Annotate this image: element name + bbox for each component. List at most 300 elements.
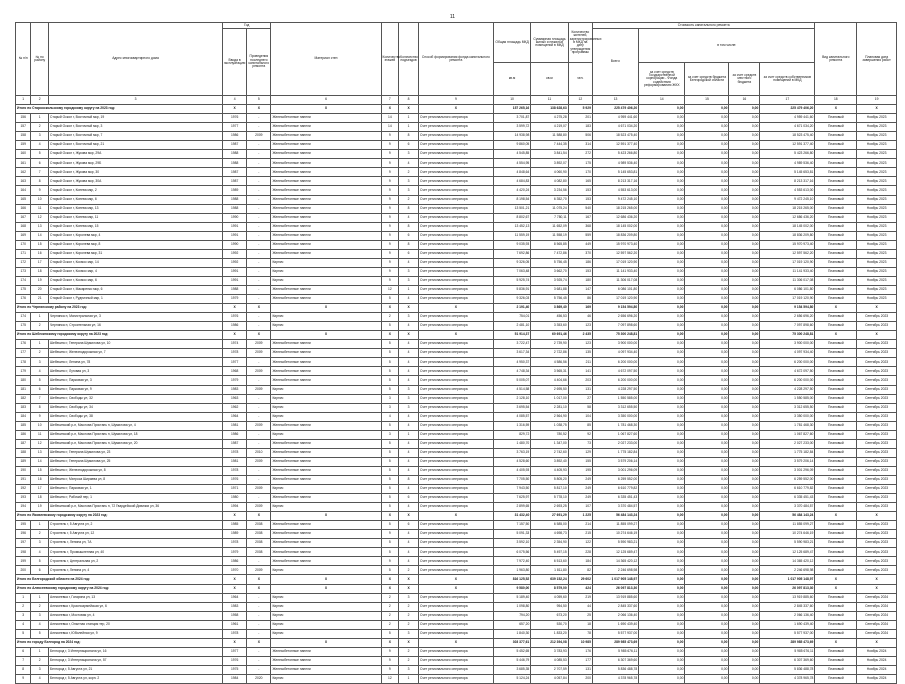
table-cell: 4 (399, 503, 419, 512)
table-cell: Шебекино г, Луговая ул, 3 (49, 367, 223, 376)
table-cell: 4 (399, 295, 419, 304)
subtotal-cell: 289 985 473,69 (592, 638, 638, 647)
table-cell: 0,00 (729, 611, 760, 620)
table-cell: 10 274 646,19 (592, 530, 638, 539)
table-cell: Кирпич (271, 430, 381, 439)
subtotal-label: Итого по Алексеевскому городскому округу на 2024 год: (16, 584, 223, 593)
table-cell: 1 550 585,00 (592, 394, 638, 403)
table-cell: - (247, 629, 271, 638)
table-cell: 0,00 (639, 213, 685, 222)
table-cell: 0,00 (639, 539, 685, 548)
table-cell: 11 075,24 (531, 204, 568, 213)
table-cell: 1 690 439,40 (760, 620, 815, 629)
table-cell: 2 (381, 313, 399, 322)
table-cell: 9 035,93 (493, 240, 530, 249)
table-cell: 129 (568, 448, 592, 457)
table-cell: 2 (381, 611, 399, 620)
table-cell: Железобетонные панели (271, 123, 381, 132)
table-cell: 3 617,34 (493, 349, 530, 358)
table-cell: Сентябрь 2024 (857, 620, 897, 629)
table-row (16, 159, 897, 168)
table-cell: Сентябрь 2023 (857, 530, 897, 539)
table-cell: Счет регионального оператора (418, 276, 493, 285)
table-cell: Плановый (815, 602, 857, 611)
table-cell: Плановый (815, 503, 857, 512)
table-cell: 14 (31, 457, 49, 466)
table-cell: 3 312 655,50 (592, 403, 638, 412)
table-cell: 3 (399, 267, 419, 276)
subtotal-cell: 0,00 (639, 331, 685, 340)
table-cell: 6 610 779,82 (592, 485, 638, 494)
table-cell: 0,00 (685, 340, 729, 349)
table-cell: 182 (16, 394, 31, 403)
subtotal-cell: X (381, 584, 399, 593)
table-cell: Счет регионального оператора (418, 358, 493, 367)
table-cell: Ноябрь 2023 (857, 150, 897, 159)
table-cell: Счет регионального оператора (418, 186, 493, 195)
table-cell: 171 (16, 249, 31, 258)
table-cell: 780,52 (531, 430, 568, 439)
table-cell: 0,00 (685, 629, 729, 638)
table-cell: Плановый (815, 295, 857, 304)
table-cell: 163 (16, 177, 31, 186)
table-cell: 2020 (247, 675, 271, 684)
table-cell: Счет регионального оператора (418, 159, 493, 168)
table-cell: 9 (381, 530, 399, 539)
table-cell: 2 899,65 (493, 503, 530, 512)
table-cell: Ноябрь 2023 (857, 285, 897, 294)
table-cell: 1991 (223, 276, 247, 285)
table-cell: 0,00 (639, 521, 685, 530)
table-cell: Счет регионального оператора (418, 132, 493, 141)
subtotal-row (16, 512, 897, 521)
table-cell: 0,00 (729, 231, 760, 240)
table-cell: Старый Оскол г, Конева мкр, 6 (49, 195, 223, 204)
table-cell: 1986 (223, 132, 247, 141)
table-cell: 9 (381, 258, 399, 267)
table-cell: Шебекино г, Свободы ул, 38 (49, 412, 223, 421)
table-cell: Сентябрь 2023 (857, 448, 897, 457)
table-row (16, 675, 897, 684)
subtotal-cell: X (223, 304, 247, 313)
table-cell: 1976 (223, 656, 247, 665)
table-cell: Алексеевка г, Мостовая ул, 4 (49, 611, 223, 620)
table-cell: 1987 (223, 439, 247, 448)
table-cell: 1975 (223, 665, 247, 674)
table-cell: 174 (16, 313, 31, 322)
table-cell: 3 (399, 186, 419, 195)
subtotal-cell: 0,00 (729, 331, 760, 340)
header-premises-area: Суммарная площадь жилых и нежилых помещений в МКД (531, 23, 568, 63)
table-cell: - (247, 240, 271, 249)
subtotal-cell: X (247, 331, 271, 340)
table-cell: Счет регионального оператора (418, 322, 493, 331)
header-work-type: Вид капитального ремонта (815, 23, 857, 96)
table-cell: 78 (568, 629, 592, 638)
table-cell: 0,00 (639, 141, 685, 150)
table-cell: Ноябрь 2023 (857, 177, 897, 186)
table-cell: 7 780,11 (531, 213, 568, 222)
table-cell: Железобетонные панели (271, 494, 381, 503)
table-cell: 4 (16, 620, 31, 629)
table-cell: 3 599,72 (493, 123, 530, 132)
table-cell: 6 307 369,60 (760, 656, 815, 665)
table-cell: 5 (381, 475, 399, 484)
table-cell: Сентябрь 2023 (857, 521, 897, 530)
header-year-repair: Проведения последнего капитального ремонта (247, 29, 271, 96)
table-cell: Ноябрь 2023 (857, 186, 897, 195)
table-cell: Плановый (815, 494, 857, 503)
table-cell: 0,00 (729, 656, 760, 665)
table-row (16, 548, 897, 557)
table-cell: 5 (381, 349, 399, 358)
table-cell: 12 597 562,20 (592, 249, 638, 258)
table-cell: Сентябрь 2023 (857, 503, 897, 512)
table-cell: 0,00 (685, 367, 729, 376)
col-index: 17 (760, 96, 815, 105)
table-cell: Железобетонные панели (271, 358, 381, 367)
table-cell: 5 145 653,81 (760, 168, 815, 177)
table-cell: 1992 (223, 249, 247, 258)
table-cell: 0,00 (639, 485, 685, 494)
table-cell: Счет регионального оператора (418, 548, 493, 557)
table-cell: 5 189,40 (493, 593, 530, 602)
table-cell: 180 (16, 376, 31, 385)
table-cell: 1963 (223, 394, 247, 403)
table-cell: 1992 (223, 258, 247, 267)
table-cell: 4 (31, 675, 49, 684)
subtotal-cell: 75 300 248,81 (760, 331, 815, 340)
table-cell: 3 370 484,57 (760, 503, 815, 512)
table-row (16, 475, 897, 484)
table-cell: Шебекинский р-н, Маслова Пристань п, Шумилова ул, 20 (49, 439, 223, 448)
table-cell: Счет регионального оператора (418, 466, 493, 475)
table-cell: 1 550 585,00 (760, 394, 815, 403)
table-cell: 1 (31, 521, 49, 530)
table-cell: 167 (16, 213, 31, 222)
table-cell: 0,00 (729, 204, 760, 213)
table-cell: 1968 (223, 367, 247, 376)
table-cell: 162 (16, 168, 31, 177)
subtotal-label: Итого по городу Белгород на 2024 год: (16, 638, 223, 647)
table-cell: 158 (16, 132, 31, 141)
table-cell: 5 (381, 539, 399, 548)
table-cell: 5 925,74 (493, 276, 530, 285)
table-cell: Строитель г, Ленина ул, 4 (49, 566, 223, 575)
table-cell: Сентябрь 2023 (857, 376, 897, 385)
table-cell: Старый Оскол г, Космос мкр, 4 (49, 267, 223, 276)
subtotal-cell: X (271, 105, 381, 114)
table-cell: 0,00 (685, 475, 729, 484)
table-cell: 1 067 827,60 (592, 430, 638, 439)
table-row (16, 403, 897, 412)
table-cell: 4 228 297,50 (592, 385, 638, 394)
table-cell: 18 145 002,00 (760, 222, 815, 231)
table-cell: Плановый (815, 557, 857, 566)
table-cell: 13 501,21 (493, 204, 530, 213)
table-cell: 0,00 (685, 530, 729, 539)
table-cell: 1 (31, 313, 49, 322)
table-cell: 3 763,19 (493, 448, 530, 457)
table-cell: 165 (568, 177, 592, 186)
table-cell: 657,20 (493, 620, 530, 629)
table-cell: 0,00 (639, 611, 685, 620)
table-cell: 2009 (247, 503, 271, 512)
subtotal-label: Итого по Белгородской области на 2024 год: (16, 575, 223, 584)
table-cell: 18 523 475,40 (760, 132, 815, 141)
col-index: 8 (399, 96, 419, 105)
table-cell: Плановый (815, 466, 857, 475)
subtotal-cell: X (399, 304, 419, 313)
table-cell: Алексеевка г, Красноармейская ул, 6 (49, 602, 223, 611)
subtotal-cell: 225 479 406,20 (592, 105, 638, 114)
table-cell: Счет регионального оператора (418, 566, 493, 575)
table-cell: 2 (31, 656, 49, 665)
table-cell: Кирпич (271, 620, 381, 629)
table-cell: 5 (31, 376, 49, 385)
table-cell: 3 (399, 276, 419, 285)
col-index: 16 (729, 96, 760, 105)
table-cell: 2 656 696,20 (760, 313, 815, 322)
table-cell: 6 086 101,80 (760, 285, 815, 294)
table-cell: 9 (16, 675, 31, 684)
table-cell: 0,00 (685, 177, 729, 186)
table-row (16, 485, 897, 494)
table-cell: 1980 (223, 494, 247, 503)
table-cell: 1977 (223, 358, 247, 367)
subtotal-cell: X (418, 105, 493, 114)
table-cell: 123 (568, 322, 592, 331)
table-cell: 3 (31, 611, 49, 620)
table-cell: 0,00 (729, 349, 760, 358)
table-cell: Счет регионального оператора (418, 675, 493, 684)
table-cell: 1971 (223, 485, 247, 494)
table-cell: Плановый (815, 430, 857, 439)
table-cell: - (247, 466, 271, 475)
table-cell: Железобетонные панели (271, 475, 381, 484)
table-cell: Счет регионального оператора (418, 195, 493, 204)
subtotal-row (16, 331, 897, 340)
col-index: 19 (857, 96, 897, 105)
header-cost-group: Стоимость капитального ремонта (592, 23, 814, 29)
table-cell: 85 (568, 421, 592, 430)
header-total-area: Общая площадь МКД (493, 23, 530, 63)
table-cell: 0,00 (639, 475, 685, 484)
table-cell: Сентябрь 2023 (857, 394, 897, 403)
table-cell: 559 (568, 231, 592, 240)
table-cell: 1991 (223, 231, 247, 240)
table-cell: 0,00 (685, 656, 729, 665)
subtotal-cell: 5 929 (568, 105, 592, 114)
subtotal-cell: 8 579,00 (531, 584, 568, 593)
table-cell: - (247, 195, 271, 204)
table-cell: 8 (399, 132, 419, 141)
table-cell: 0,00 (729, 430, 760, 439)
subtotal-cell: X (247, 512, 271, 521)
table-cell: 3 (31, 539, 49, 548)
table-cell: 0,00 (639, 150, 685, 159)
table-cell: 190 (16, 466, 31, 475)
table-cell: 155 (568, 457, 592, 466)
table-cell: 5 (381, 629, 399, 638)
table-cell: 9 472 245,10 (760, 195, 815, 204)
header-num: № п/п (16, 23, 31, 96)
table-cell: - (247, 267, 271, 276)
table-cell: 0,00 (639, 123, 685, 132)
subtotal-cell: X (247, 105, 271, 114)
table-cell: 1983 (223, 385, 247, 394)
table-row (16, 231, 897, 240)
table-cell: 0,00 (639, 548, 685, 557)
table-cell: 5 452,65 (493, 647, 530, 656)
table-cell: Ноябрь 2023 (857, 123, 897, 132)
table-cell: 6 (399, 231, 419, 240)
table-cell: Строитель г, Ленина ул, 7А (49, 539, 223, 548)
table-cell: 0,00 (685, 539, 729, 548)
subtotal-cell: X (271, 638, 381, 647)
table-cell: 1964 (223, 593, 247, 602)
col-index: 11 (531, 96, 568, 105)
table-cell: 0,00 (639, 159, 685, 168)
table-cell: 0,00 (685, 267, 729, 276)
table-cell: 2 (399, 647, 419, 656)
table-row (16, 295, 897, 304)
table-cell: Сентябрь 2023 (857, 475, 897, 484)
table-cell: 530,70 (531, 620, 568, 629)
table-cell: 9 (381, 186, 399, 195)
table-cell: - (247, 557, 271, 566)
table-cell: 17 019 120,90 (760, 258, 815, 267)
table-cell: Плановый (815, 150, 857, 159)
table-row (16, 340, 897, 349)
table-cell: 0,00 (685, 557, 729, 566)
table-cell: 11 141 933,40 (760, 267, 815, 276)
table-cell: 0,00 (685, 349, 729, 358)
table-cell: 179 (16, 367, 31, 376)
subtotal-cell: X (271, 304, 381, 313)
subtotal-cell: X (271, 575, 381, 584)
subtotal-cell: 3 869,40 (531, 304, 568, 313)
table-cell: Ноябрь 2023 (857, 195, 897, 204)
table-cell: 0,00 (685, 665, 729, 674)
subtotal-cell: X (815, 304, 857, 313)
table-cell: 44 (568, 602, 592, 611)
subtotal-cell: 225 479 406,20 (760, 105, 815, 114)
table-cell: Плановый (815, 168, 857, 177)
table-cell: 0,00 (729, 114, 760, 123)
table-cell: 1987 (223, 168, 247, 177)
table-cell: 0,00 (639, 240, 685, 249)
table-cell: Плановый (815, 340, 857, 349)
table-cell: Плановый (815, 439, 857, 448)
table-cell: Счет регионального оператора (418, 421, 493, 430)
table-cell: 506 (568, 132, 592, 141)
table-cell: 4 (31, 548, 49, 557)
subtotal-cell: 0,00 (729, 304, 760, 313)
subtotal-label: Итого по Старооскольскому городскому округу на 2023 год: (16, 105, 223, 114)
table-cell: 183 (568, 123, 592, 132)
table-cell: 1976 (223, 114, 247, 123)
table-cell: 6 075,56 (493, 548, 530, 557)
table-cell: 16 (31, 475, 49, 484)
table-cell: 1 017,00 (531, 394, 568, 403)
table-row (16, 593, 897, 602)
table-cell: 4 748,34 (493, 367, 530, 376)
table-cell: 195 (16, 521, 31, 530)
table-cell: 11 (31, 204, 49, 213)
subtotal-cell: 29 602 (568, 575, 592, 584)
subtotal-cell: X (857, 331, 897, 340)
table-cell: 6 (31, 159, 49, 168)
table-cell: Ноябрь 2023 (857, 168, 897, 177)
table-cell: 1 811,80 (531, 566, 568, 575)
table-row (16, 457, 897, 466)
table-cell: 2008 (247, 530, 271, 539)
table-cell: 4 545,85 (493, 150, 530, 159)
table-row (16, 177, 897, 186)
table-cell: 5 (381, 485, 399, 494)
table-cell: 2 027 233,00 (760, 439, 815, 448)
table-cell: 3 662,70 (531, 267, 568, 276)
table-cell: Шебекинский р-н, Маслова Пристань п, Шумилова ул, 4 (49, 421, 223, 430)
table-cell: 6 200 000,00 (592, 358, 638, 367)
table-cell: 1989 (223, 530, 247, 539)
table-cell: Сентябрь 2023 (857, 340, 897, 349)
table-cell: Счет регионального оператора (418, 412, 493, 421)
table-cell: - (247, 276, 271, 285)
table-cell: 4 (399, 466, 419, 475)
table-cell: 0,00 (729, 521, 760, 530)
table-cell: 92 (568, 430, 592, 439)
table-cell: 0,00 (685, 168, 729, 177)
table-cell: 3 234,56 (531, 186, 568, 195)
table-cell: Строитель г, 5 Августа ул, 2 (49, 521, 223, 530)
table-cell: 1978 (223, 466, 247, 475)
table-cell: 4 684,83 (493, 177, 530, 186)
header-fund: за счет средств Государственной корпорации - Фонда содействия реформированию ЖКХ (639, 63, 685, 96)
table-cell: 189 (16, 457, 31, 466)
table-cell: 5 (381, 295, 399, 304)
table-cell: 0,00 (729, 376, 760, 385)
table-cell: 0,00 (685, 195, 729, 204)
table-cell: 4 (399, 213, 419, 222)
table-cell: 3 (399, 394, 419, 403)
table-cell: 1964 (223, 412, 247, 421)
table-cell: 3 579 206,14 (760, 457, 815, 466)
table-cell: Счет регионального оператора (418, 593, 493, 602)
table-cell: 368 (568, 222, 592, 231)
table-cell: - (247, 656, 271, 665)
table-cell: 186 (16, 430, 31, 439)
table-cell: Плановый (815, 195, 857, 204)
table-cell: Старый Оскол г, Жукова мкр, 30 (49, 168, 223, 177)
table-cell: Сентябрь 2023 (857, 403, 897, 412)
table-cell: Старый Оскол г, Восточный мкр, 21 (49, 141, 223, 150)
table-cell: 6 086 101,80 (592, 285, 638, 294)
table-cell: 1986 (223, 430, 247, 439)
table-cell: Ноябрь 2023 (857, 276, 897, 285)
table-cell: 4 (399, 376, 419, 385)
table-cell: 2 246 698,98 (592, 566, 638, 575)
table-cell: Железобетонные панели (271, 222, 381, 231)
table-cell: 161 (16, 159, 31, 168)
table-cell: Счет регионального оператора (418, 177, 493, 186)
table-cell: Шебекино г, Парковая ул, 3 (49, 376, 223, 385)
table-cell: 6 (399, 521, 419, 530)
subtotal-cell: 31 432,40 (493, 512, 530, 521)
table-cell: 0,00 (729, 475, 760, 484)
table-cell: 10 (31, 195, 49, 204)
